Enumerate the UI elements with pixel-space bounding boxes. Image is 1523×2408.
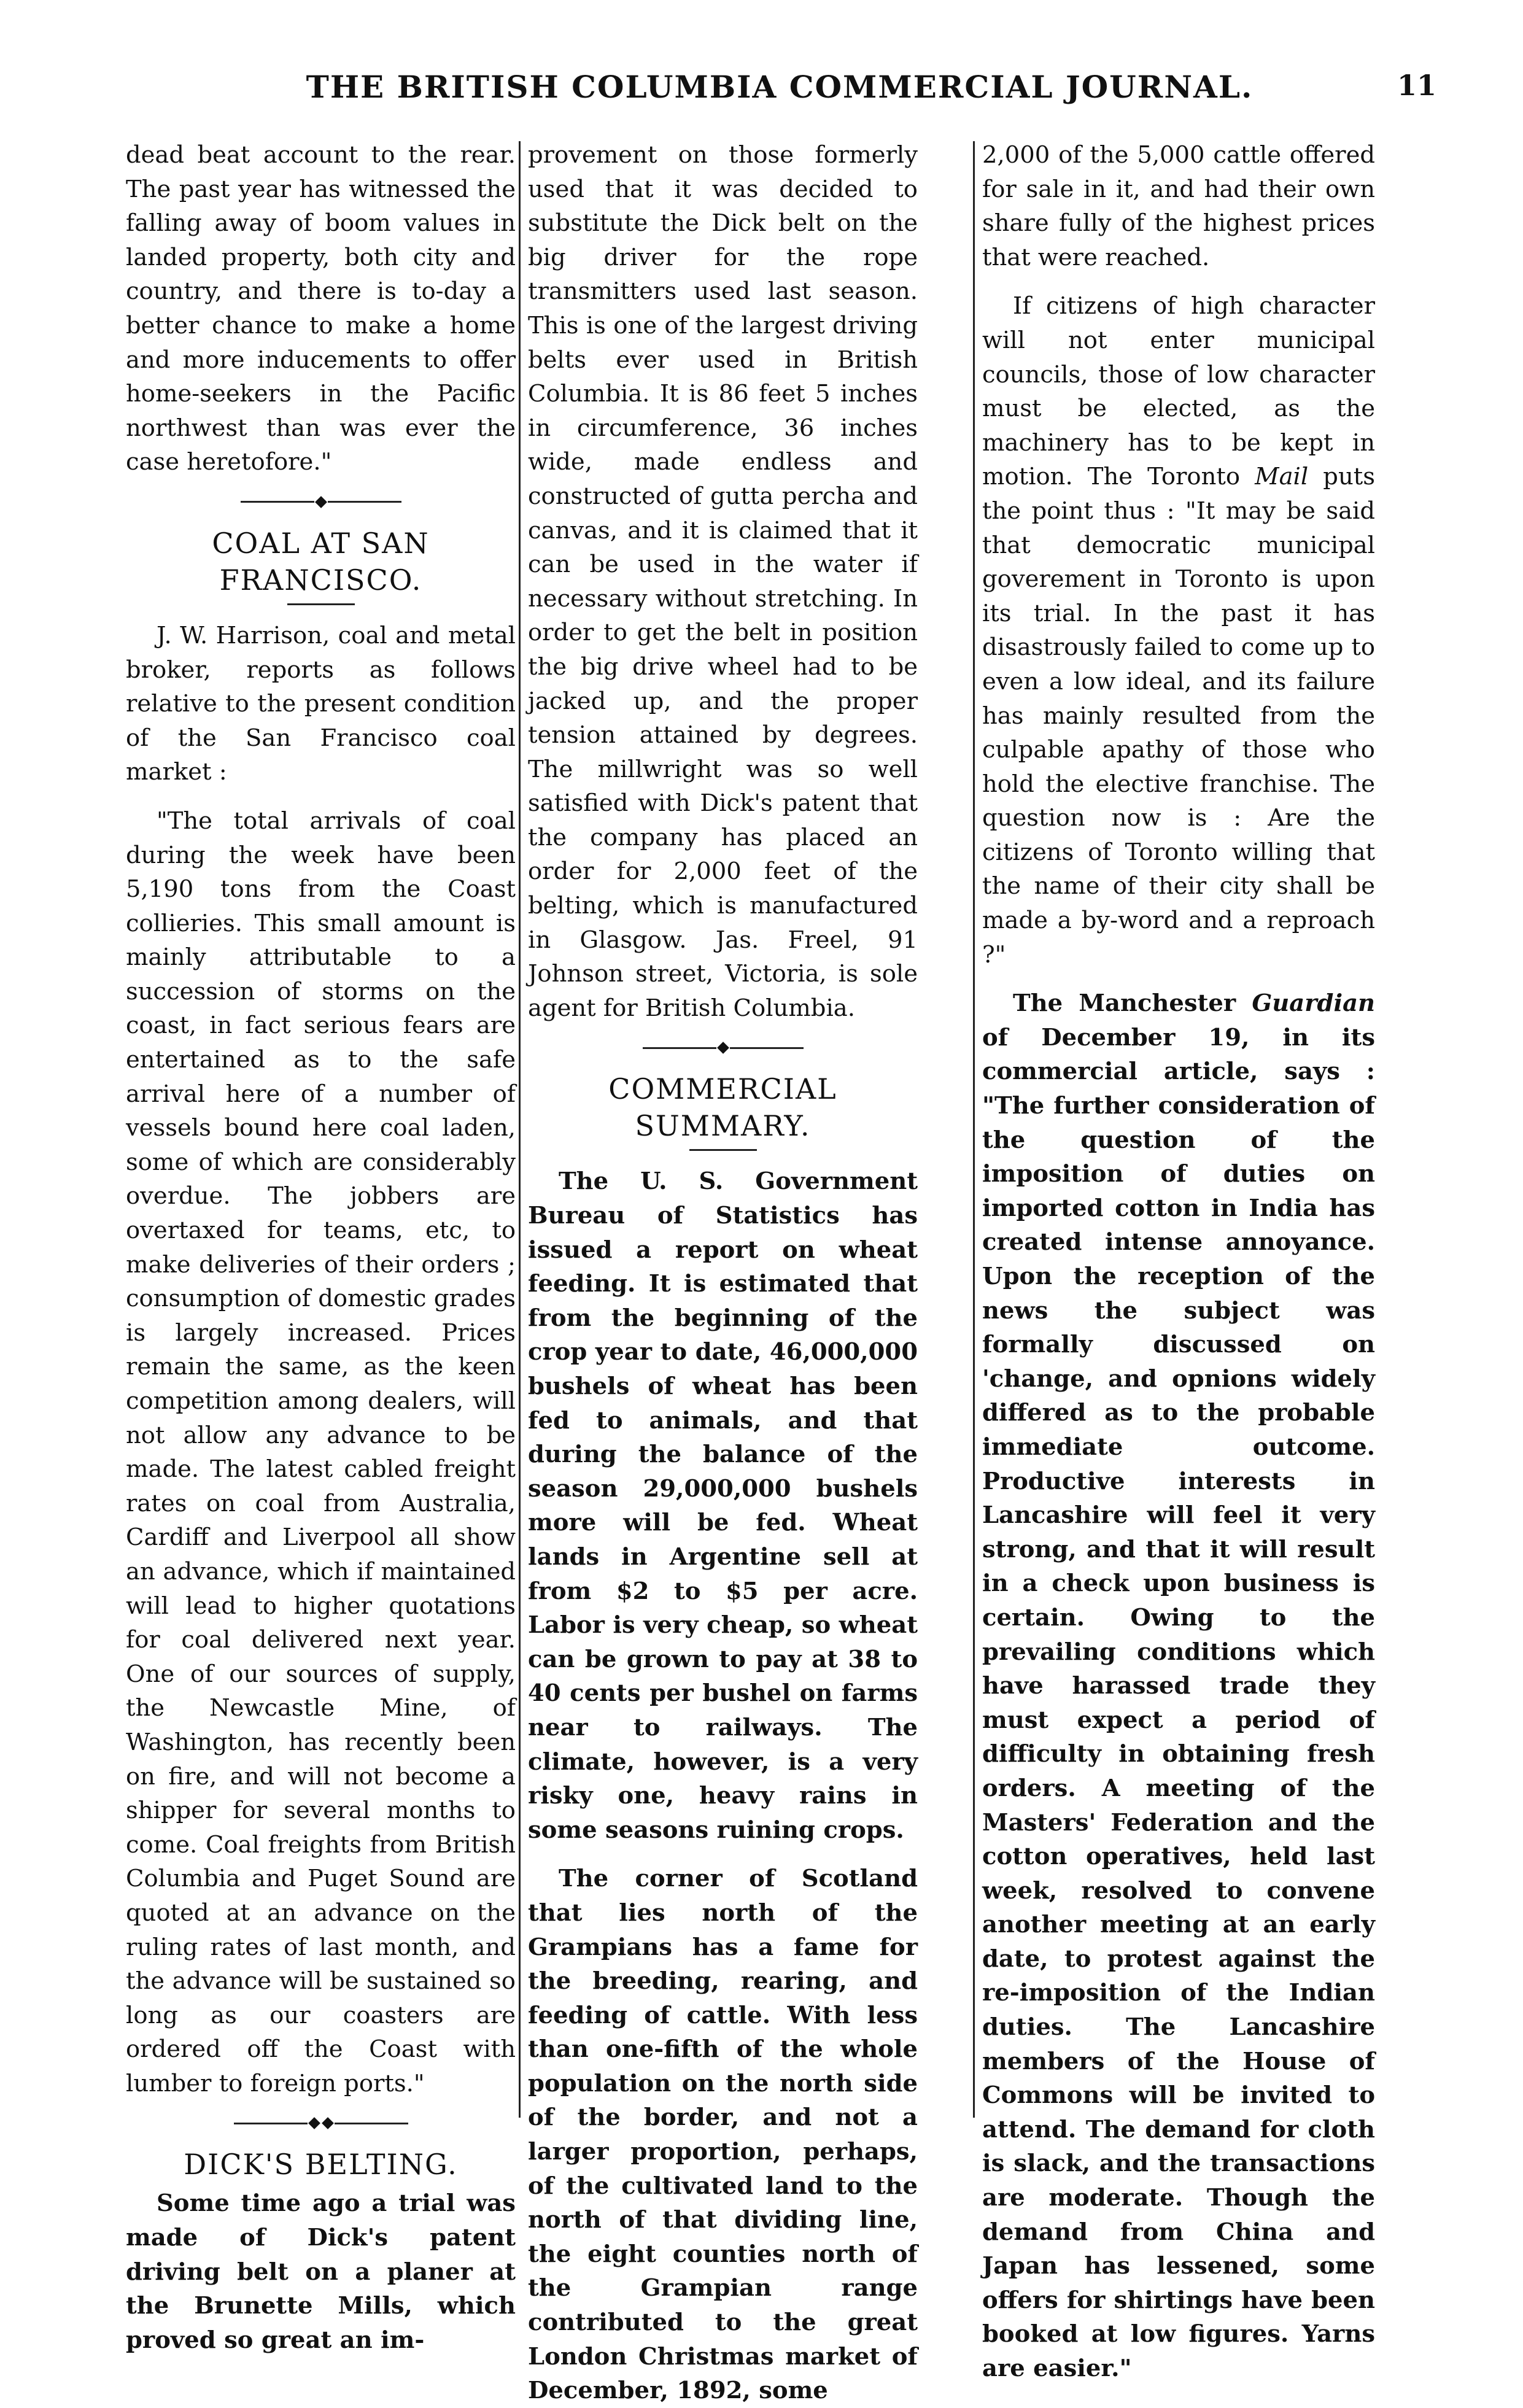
coal-quote-paragraph: "The total arrivals of coal during the week have been 5,190 tons from the Coast collieries. This small amount is mainly attributable to a succession of storms on the coast, in fact serious fears are entertained as to the safe arrival here of a number of vessels bound here coal laden, some of which are considerably overdue. The jobbers are overtaxed for teams, etc, to make deliveries of their orders ; consumption of domestic grades is largely increased. Prices remain the same, as the keen competition among dealers, will not allow any advance to be made. The latest cabled freight rates on coal from Australia, Cardiff and Liverpool all show an advance, which if maintained will lead to higher quotations for coal delivered next year. One of our sources of supply, the Newcastle Mine, of Washington, has recently been on fire, and will not become a shipper for several months to come. Coal freights from British Columbia and Puget Sound are quoted at an advance on the ruling rates of last month, and the advance will be sustained so long as our coasters are ordered off the Coast with lumber to foreign ports."	[126, 807, 516, 2097]
cattle-continued-paragraph: 2,000 of the 5,000 cattle offered for sale in it, and had their own share fully of the highest prices that were reached.	[982, 141, 1375, 271]
toronto-text-1: If citizens of high character will not enter municipal councils, those of low character must be elected, as the machinery has to be kept in motion. The Toronto	[982, 292, 1375, 491]
coal-heading: COAL AT SAN FRANCISCO.	[212, 526, 430, 597]
column-1	[126, 138, 516, 2354]
toronto-paragraph	[982, 289, 1375, 972]
journal-title: THE BRITISH COLUMBIA COMMERCIAL JOURNAL.	[306, 69, 1254, 105]
page-number: 11	[1397, 69, 1436, 102]
dick-belting-paragraph: Some time ago a trial was made of Dick's patent driving belt on a planer at the Brunette Mills, which proved so great an im-	[126, 2189, 516, 2354]
column-rule-left	[519, 141, 521, 2118]
toronto-text-2: puts the point thus : "It may be said that democratic municipal goverement in Toronto is upon its trial. In the past it has disastrously failed to come up to even a low ideal, and its failure has mainly resulted from the culpable apathy of those who hold the elective franchise. The question now is : Are the citizens of Toronto willing that the name of their city shall be made a by-word and a reproach ?"	[982, 463, 1375, 969]
scotland-cattle-paragraph: The corner of Scotland that lies north of the Grampians has a fame for the breeding, rearing, and feeding of cattle. With less than one-fifth of the whole population on the north side of the border, and not a larger proportion, perhaps, of the cultivated land to the north of that dividing line, the eight counties north of the Grampian range contributed to the great London Christmas market of December, 1892, some	[528, 1865, 918, 2405]
manchester-guardian-title: Guardian	[1252, 989, 1376, 1018]
page-header	[123, 69, 1436, 112]
dick-belting-continued: provement on those formerly used that it was decided to substitute the Dick belt on the big driver for the rope transmitters used last season. This is one of the largest driving belts ever used in British Columbia. It is 86 feet 5 inches in circumference, 36 inches wide, made endless and constructed of gutta percha and canvas, and it is claimed that it can be used in the water if necessary without stretching. In order to get the belt in position the big drive wheel had to be jacked up, and the proper tension attained by degrees. The millwright was so well satisfied with Dick's patent that the company has placed an order for 2,000 feet of the belting, which is manufactured in Glasgow. Jas. Freel, 91 Johnson street, Victoria, is sole agent for British Columbia.	[528, 141, 918, 1022]
section-ornament	[528, 1043, 918, 1052]
coal-intro-paragraph: J. W. Harrison, coal and metal broker, reports as follows relative to the present condition of the San Francisco coal market :	[126, 621, 516, 786]
toronto-mail-title: Mail	[1255, 463, 1309, 491]
manchester-paragraph	[982, 986, 1375, 2385]
column-rule-right	[973, 141, 975, 2118]
heading-dash	[689, 1149, 757, 1151]
section-ornament	[126, 498, 516, 506]
column-2	[528, 138, 918, 2405]
dick-belting-heading: DICK'S BELTING.	[184, 2148, 458, 2182]
column-3	[982, 138, 1376, 2382]
commercial-summary-heading: COMMERCIAL SUMMARY.	[608, 1072, 837, 1143]
wheat-feeding-paragraph: The U. S. Government Bureau of Statistics has issued a report on wheat feeding. It is estimated that from the beginning of the crop year to date, 46,000,000 bushels of wheat has been fed to animals, and that during the balance of the season 29,000,000 bushels more will be fed. Wheat lands in Argentine sell at from $2 to $5 per acre. Labor is very cheap, so wheat can be grown to pay at 38 to 40 cents per bushel on farms near to railways. The climate, however, is a very risky one, heavy rains in some seasons ruining crops.	[528, 1167, 918, 1844]
manchester-text-1: The Manchester	[1013, 989, 1236, 1018]
heading-dash	[287, 603, 355, 605]
continued-article-text: dead beat account to the rear. The past year has witnessed the falling away of boom values in landed property, both city and country, and there is to-day a better chance to make a home and more inducements to offer home-seekers in the Pacific northwest than was ever the case heretofore."	[126, 141, 516, 476]
manchester-text-2: of December 19, in its commercial article, says : "The further consideration of the question of the imposition of duties on imported cotton in India has created intense annoyance. Upon the reception of the news the subject was formally discussed on 'change, and opnions widely differed as to the probable immediate outcome. Productive interests in Lancashire will feel it very strong, and that it will result in a check upon business is certain. Owing to the prevailing conditions which have harassed trade they must expect a period of difficulty in obtaining fresh orders. A meeting of the Masters' Federation and the cotton operatives, held last week, resolved to convene another meeting at an early date, to protest against the re-imposition of the Indian duties. The Lancashire members of the House of Commons will be invited to attend. The demand for cloth is slack, and the transactions are moderate. Though the demand from China and Japan has lessened, some offers for shirtings have been booked at low figures. Yarns are easier."	[982, 1023, 1375, 2382]
section-ornament	[126, 2119, 516, 2127]
